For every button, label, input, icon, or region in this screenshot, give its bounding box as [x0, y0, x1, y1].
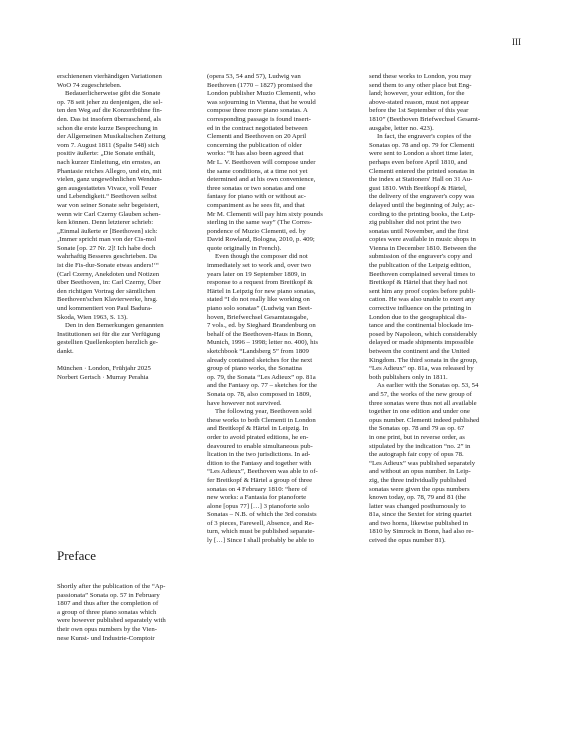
- text-line: ausgabe, letter no. 423).: [369, 124, 434, 132]
- text-line: stated “I do not really like working on: [207, 296, 310, 304]
- text-line: (Carl Czerny, Anekdoten und Notizen: [57, 270, 160, 278]
- text-line: latter was changed posthumously to: [369, 502, 466, 510]
- text-line: of 3 pieces, Farewell, Absence, and Re-: [207, 519, 315, 527]
- text-line: über Beethoven, in: Carl Czerny, Über: [57, 279, 161, 287]
- section-heading: Preface: [57, 548, 96, 563]
- text-line: already contained sketches for the next: [207, 356, 313, 364]
- text-line: London due to the geographical dis-: [369, 313, 467, 321]
- text-line: The following year, Beethoven sold: [215, 408, 312, 416]
- text-line: Clementi entered the printed sonatas in: [369, 167, 475, 175]
- text-line: In fact, the engraver's copies of the: [377, 133, 472, 141]
- text-line: Shortly after the publication of the “Ap-: [57, 583, 166, 590]
- text-line: deavoured to enable simultaneous pub-: [207, 442, 313, 450]
- text-line: immediately set to work and, over two: [207, 262, 312, 270]
- text-line: 1807 and thus after the completion of: [57, 600, 159, 608]
- text-line: pondence of Muzio Clementi, ed. by: [207, 227, 306, 235]
- text-line: Breitkopf & Härtel that they had not: [369, 279, 468, 287]
- text-line: and 57, the works of the new group of: [369, 390, 472, 398]
- text-line: before the 1st September of this year: [369, 107, 469, 115]
- text-line: erschienenen vierhändigen Variationen: [57, 73, 162, 80]
- text-line: op. 79, the Sonata “Les Adieux” op. 81a: [207, 373, 316, 381]
- text-line: den richtigen Vortrag der sämtlichen: [57, 287, 156, 295]
- text-line: corrective influence on the printing in: [369, 305, 472, 313]
- text-line: Beethoven (1770 – 1827) promised the: [207, 81, 313, 89]
- text-line: op. 78 seit jeher zu denjenigen, die sel-: [57, 98, 163, 106]
- text-line: Phantasie reiches Allegro, und ein, mit: [57, 167, 162, 175]
- text-line: nach kurzer Einleitung, ein ernstes, an: [57, 158, 161, 166]
- text-line: have however not survived.: [207, 399, 282, 407]
- text-line: „Einmal äußerte er [Beethoven] sich:: [57, 227, 158, 235]
- text-line: concerning the publication of older: [207, 141, 302, 149]
- text-line: ist die Fis-dur-Sonate etwas anders!‘“: [57, 262, 159, 270]
- text-line: and Breitkopf & Härtel in Leipzig. In: [207, 425, 309, 433]
- text-line: Härtel in Leipzig for new piano sonatas,: [207, 287, 316, 295]
- text-line: these works to both Clementi in London: [207, 416, 316, 424]
- text-line: “Les Adieux”, Beethoven was able to of-: [207, 468, 318, 476]
- text-line: both publishers only in 1811.: [369, 373, 448, 381]
- text-line: hoven, Briefwechsel Gesamtausgabe,: [207, 313, 309, 321]
- text-line: group of piano works, the Sonatina: [207, 365, 302, 373]
- text-line: Den in den Bemerkungen genannten: [65, 322, 164, 330]
- text-line: new works: a Fantasia for pianoforte: [207, 494, 307, 502]
- text-line: der Allgemeinen Musikalischen Zeitung: [57, 133, 166, 141]
- text-line: send these works to London, you may: [369, 73, 472, 80]
- text-line: “Les Adieux” op. 81a, was released by: [369, 365, 474, 373]
- text-line: ed in the contract negotiated between: [207, 124, 308, 132]
- text-line: copies were available in music shops in: [369, 236, 476, 244]
- text-line: were sent to London a short time later,: [369, 150, 473, 158]
- text-line: and the Fantasy op. 77 – sketches for the: [207, 382, 318, 390]
- text-line: Beethoven'schen Klavierwerke, hrsg.: [57, 296, 158, 304]
- text-line: ly […] Since I shall probably be able to: [207, 537, 314, 545]
- text-line: 1810 by Simrock in Bonn, had also re-: [369, 528, 474, 536]
- text-line: posed by Napoleon, which considerably: [369, 330, 478, 338]
- text-line: Sonate [op. 27 Nr. 2]! Ich habe doch: [57, 244, 156, 252]
- text-line: determined and at his own convenience,: [207, 176, 316, 184]
- text-line: the same conditions, at a time not yet: [207, 167, 308, 175]
- text-line: between the continent and the United: [369, 348, 470, 355]
- column-2: [207, 73, 354, 546]
- column-3: [369, 73, 516, 546]
- signature-place-date: München · London, Frühjahr 2025: [57, 365, 151, 373]
- text-line: fantasy for piano with or without ac-: [207, 193, 306, 201]
- text-line: years later on 19 September 1809, in: [207, 270, 307, 278]
- text-line: their own opus numbers by the Vien-: [57, 625, 157, 633]
- text-line: cording to the printing books, the Leip-: [369, 210, 476, 218]
- text-line: vom 7. August 1811 (Spalte 548) sich: [57, 141, 159, 149]
- text-line: Kingdom. The third sonata in the group,: [369, 356, 478, 364]
- text-line: As earlier with the Sonatas op. 53, 54: [377, 382, 479, 390]
- text-line: 81a, since the Sextet for string quartet: [369, 511, 472, 519]
- text-line: behalf of the Beethoven-Haus in Bonn,: [207, 330, 313, 338]
- text-line: alone [opus 77] […] 3 pianoforte solo: [207, 502, 310, 510]
- text-line: the delivery of the engraver's copy was: [369, 193, 475, 201]
- text-line: 7 vols., ed. by Sieghard Brandenburg on: [207, 322, 316, 330]
- text-line: wenn wir Carl Czerny Glauben schen-: [57, 210, 161, 218]
- text-line: lication in the two jurisdictions. In ad-: [207, 451, 311, 459]
- text-line: submission of the engraver's copy and: [369, 253, 473, 261]
- text-line: Clementi and Beethoven on 20 April: [207, 133, 307, 141]
- text-line: Even though the composer did not: [215, 253, 308, 261]
- text-line: compose three more piano sonatas. A: [207, 107, 308, 115]
- text-line: opus number. Clementi indeed published: [369, 416, 480, 424]
- text-line: send them to any other place but Eng-: [369, 81, 472, 89]
- text-line: piano solo sonatas” (Ludwig van Beet-: [207, 305, 313, 313]
- text-line: Sonata op. 78, also composed in 1809,: [207, 390, 312, 398]
- text-line: Beethoven complained several times to: [369, 270, 476, 278]
- text-line: und Lebendigkeit.“ Beethoven selbst: [57, 193, 157, 201]
- text-line: nese Kunst- und Industrie-Comptoir: [57, 634, 155, 642]
- text-line: Sonatas – N.B. of which the 3rd consists: [207, 511, 317, 519]
- text-line: sonatas until November, and the first: [369, 227, 469, 235]
- text-line: a group of three piano sonatas which: [57, 608, 157, 616]
- text-line: three sonatas or two sonatas and one: [207, 184, 306, 192]
- text-line: ceived the opus number 81).: [369, 537, 446, 545]
- spacer: [57, 357, 204, 366]
- text-line: and two horns, likewise published in: [369, 519, 468, 527]
- text-line: ‚Immer spricht man von der Cis-mol: [57, 236, 157, 244]
- text-line: together in one edition and under one: [369, 408, 470, 416]
- text-line: dition to the Fantasy and together with: [207, 459, 312, 467]
- text-line: sterling in the same way” (The Corres-: [207, 219, 312, 227]
- text-line: Mr L. V. Beethoven will compose under: [207, 158, 316, 166]
- text-line: companiment as he sees fit, and that: [207, 201, 305, 209]
- text-line: London publisher Muzio Clementi, who: [207, 90, 316, 98]
- text-line: (opera 53, 54 and 57), Ludwig van: [207, 73, 301, 80]
- text-line: were however published separately with: [57, 617, 166, 625]
- text-line: den. Das ist insofern überraschend, als: [57, 115, 162, 123]
- text-line: gust 1810. With Breitkopf & Härtel,: [369, 184, 467, 192]
- text-line: three sonatas were thus not all available: [369, 399, 477, 407]
- column-1-preface: [57, 583, 204, 643]
- text-line: above-stated reason, must not appear: [369, 98, 469, 106]
- text-line: ken können. Denn letzterer schrieb:: [57, 219, 154, 227]
- text-line: works: “It has also been agreed that: [207, 150, 304, 158]
- text-line: passionata” Sonata op. 57 in February: [57, 591, 160, 599]
- text-line: the autograph fair copy of opus 78.: [369, 451, 464, 459]
- text-line: “Les Adieux” was published separately: [369, 459, 476, 467]
- text-line: sketchbook “Landsberg 5” from 1809: [207, 348, 309, 355]
- page-number: III: [512, 37, 521, 47]
- column-1: [57, 73, 204, 382]
- text-line: tance and the continental blockade im-: [369, 322, 474, 330]
- text-line: land; however, your edition, for the: [369, 90, 465, 98]
- text-line: quote originally in French).: [207, 244, 282, 252]
- text-line: gestellten Quellenkopien herzlich ge-: [57, 339, 159, 347]
- text-line: delayed or made shipments impossible: [369, 339, 474, 347]
- text-line: David Rowland, Bologna, 2010, p. 409;: [207, 236, 315, 244]
- text-line: Mr M. Clementi will pay him sixty pounds: [207, 210, 323, 218]
- text-line: the index at Stationers' Hall on 31 Au-: [369, 176, 473, 184]
- text-line: order to avoid pirated editions, he en-: [207, 433, 309, 441]
- text-line: vielen, ganz ungewöhnlichen Wendun-: [57, 176, 163, 184]
- text-line: turn, which must be published separate-: [207, 528, 315, 536]
- text-line: dankt.: [57, 348, 74, 355]
- text-line: the Sonatas op. 78 and 79 as op. 67: [369, 425, 465, 433]
- text-line: and without an opus number. In Leip-: [369, 468, 471, 476]
- text-line: gen ausgestattetes Vivace, voll Feuer: [57, 184, 157, 192]
- text-line: sent him any proof copies before publi-: [369, 287, 476, 295]
- text-line: in one print, but in reverse order, as: [369, 433, 465, 441]
- text-line: war von seiner Sonate sehr begeistert,: [57, 201, 160, 209]
- text-line: positiv äußerte: „Die Sonate enthält,: [57, 150, 156, 158]
- text-line: 1810” (Beethoven Briefwechsel Gesamt-: [369, 115, 481, 123]
- text-line: Vienna in December 1810. Between the: [369, 244, 477, 252]
- text-line: sonatas on 4 February 1810: “here of: [207, 485, 308, 493]
- text-line: perhaps even before April 1810, and: [369, 158, 468, 166]
- text-line: ten den Weg auf die Konzertbühne fin-: [57, 107, 163, 115]
- text-line: WoO 74 zugeschrieben.: [57, 81, 122, 89]
- text-line: Skoda, Wien 1963, S. 13).: [57, 313, 128, 321]
- signature-authors: Norbert Gertsch · Murray Perahia: [57, 373, 149, 381]
- text-line: known today, op. 78, 79 and 81 (the: [369, 494, 467, 502]
- text-line: schon die erste kurze Besprechung in: [57, 124, 158, 132]
- text-line: corresponding passage is found insert-: [207, 115, 311, 123]
- text-line: sonatas were given the opus numbers: [369, 485, 470, 493]
- text-line: zig publisher did not print the two: [369, 219, 461, 227]
- text-line: stipulated by the indication “no. 2” in: [369, 442, 471, 450]
- text-line: cation. He was also unable to exert any: [369, 296, 475, 304]
- text-line: the publication of the Leipzig edition,: [369, 262, 471, 270]
- text-line: Bedauerlicherweise gibt die Sonate: [65, 90, 161, 98]
- text-line: zig, the three individually published: [369, 476, 467, 484]
- text-line: was sojourning in Vienna, that he would: [207, 98, 316, 106]
- text-line: wahrhaftig Besseres geschrieben. Da: [57, 253, 157, 261]
- text-line: Munich, 1996 – 1998; letter no. 400), his: [207, 339, 318, 347]
- text-line: und kommentiert von Paul Badura-: [57, 305, 153, 313]
- text-line: Institutionen sei für die zur Verfügung: [57, 330, 161, 338]
- text-line: delayed until the beginning of July; ac-: [369, 201, 475, 209]
- text-line: response to a request from Breitkopf &: [207, 279, 313, 287]
- text-line: fer Breitkopf & Härtel a group of three: [207, 476, 313, 484]
- text-line: Sonatas op. 78 and op. 79 for Clementi: [369, 141, 475, 149]
